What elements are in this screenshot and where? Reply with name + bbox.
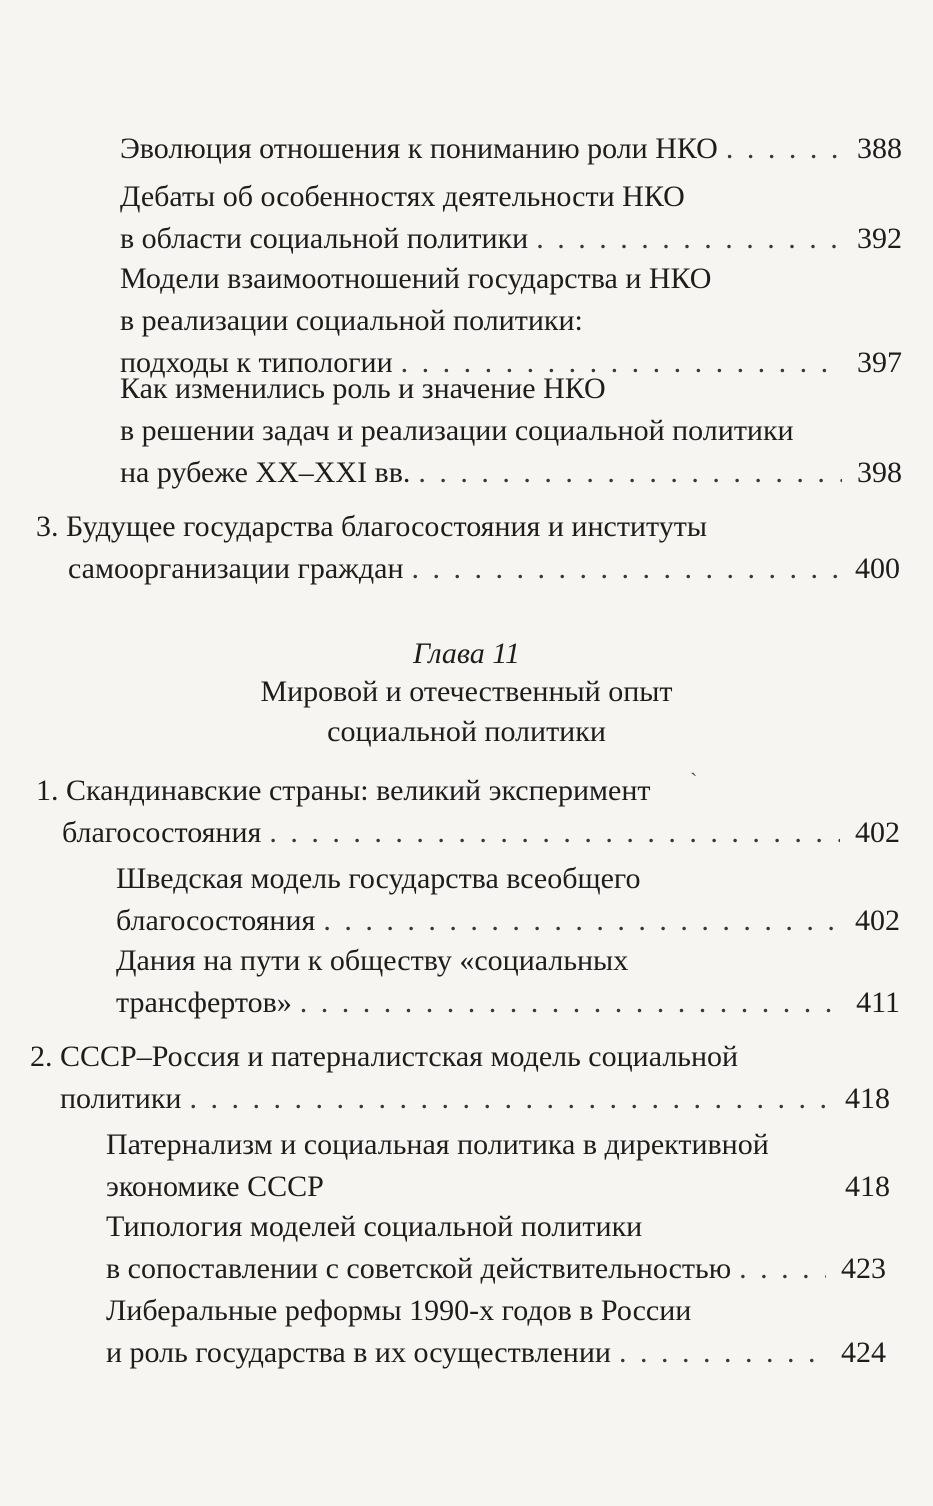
entry-text: на рубеже XX–XXI вв. xyxy=(120,456,411,489)
page-number: 402 xyxy=(855,816,900,849)
toc-entry-scandinavia xyxy=(36,770,900,854)
page-number: 423 xyxy=(841,1252,886,1285)
toc-entry-ngo-evolution xyxy=(120,128,902,170)
toc-entry-typology xyxy=(106,1206,886,1290)
entry-text: Эволюция отношения к пониманию роли НКО xyxy=(120,132,718,165)
page-number: 388 xyxy=(857,132,902,165)
leader-dots xyxy=(619,1332,826,1374)
toc-entry-denmark xyxy=(116,940,900,1024)
entry-text: в реализации социальной политики: xyxy=(120,304,583,337)
leader-dots xyxy=(418,452,842,494)
entry-text: Дебаты об особенностях деятельности НКО xyxy=(120,180,685,213)
leader-dots xyxy=(536,218,842,260)
entry-text: Патернализм и социальная политика в директивной xyxy=(106,1128,769,1161)
entry-text: Как изменились роль и значение НКО xyxy=(120,372,606,405)
entry-text: благосостояния xyxy=(62,816,262,849)
entry-text: Либеральные реформы 1990-х годов в России xyxy=(106,1294,692,1327)
leader-dots xyxy=(300,982,840,1024)
entry-text: 2. СССР–Россия и патерналистская модель социальной xyxy=(30,1040,739,1073)
entry-text: Типология моделей социальной политики xyxy=(106,1210,643,1243)
entry-text: в решении задач и реализации социальной политики xyxy=(120,414,794,447)
entry-text: в сопоставлении с советской действительностью xyxy=(106,1252,732,1285)
stray-mark: ˋ xyxy=(690,768,698,793)
entry-text: 3. Будущее государства благосостояния и институты xyxy=(36,510,707,543)
entry-text: Дания на пути к обществу «социальных xyxy=(116,944,629,977)
chapter-title-line: Мировой и отечественный опыт xyxy=(260,675,673,708)
entry-text: и роль государства в их осуществлении xyxy=(106,1336,611,1369)
entry-text: 1. Скандинавские страны: великий эксперимент xyxy=(36,774,651,807)
toc-entry-welfare-future xyxy=(36,506,900,590)
entry-text: в области социальной политики xyxy=(120,222,529,255)
leader-dots xyxy=(412,548,840,590)
toc-entry-paternalism xyxy=(106,1124,890,1208)
chapter-label: Глава 11 xyxy=(412,637,520,670)
entry-text: политики xyxy=(60,1082,182,1115)
entry-text: благосостояния xyxy=(116,904,316,937)
page-number: 411 xyxy=(856,986,900,1019)
entry-text: Шведская модель государства всеобщего xyxy=(116,862,641,895)
entry-text: подходы к типологии xyxy=(120,346,393,379)
page-number: 418 xyxy=(845,1082,890,1115)
page-number: 424 xyxy=(841,1336,886,1369)
toc-entry-ngo-role-change xyxy=(120,368,902,494)
entry-text: Модели взаимоотношений государства и НКО xyxy=(120,262,712,295)
entry-text: экономике СССР xyxy=(106,1170,324,1203)
page-number: 402 xyxy=(855,904,900,937)
leader-dots xyxy=(726,128,842,170)
leader-dots xyxy=(189,1078,830,1120)
page-number: 418 xyxy=(845,1170,890,1203)
toc-entry-ussr-russia xyxy=(30,1036,890,1120)
page-number: 400 xyxy=(855,552,900,585)
page-number: 392 xyxy=(857,222,902,255)
entry-text: самоорганизации граждан xyxy=(68,552,404,585)
page-number: 397 xyxy=(857,346,902,379)
toc-entry-liberal-reforms xyxy=(106,1290,886,1374)
toc-entry-ngo-models xyxy=(120,258,902,384)
toc-entry-ngo-debates xyxy=(120,176,902,260)
page-number: 398 xyxy=(857,456,902,489)
leader-dots xyxy=(269,812,840,854)
entry-text: трансфертов» xyxy=(116,986,292,1019)
leader-dots xyxy=(739,1248,826,1290)
leader-dots xyxy=(323,900,840,942)
toc-entry-swedish-model xyxy=(116,858,900,942)
chapter-title-line: социальной политики xyxy=(327,715,606,748)
chapter-heading xyxy=(0,636,933,752)
